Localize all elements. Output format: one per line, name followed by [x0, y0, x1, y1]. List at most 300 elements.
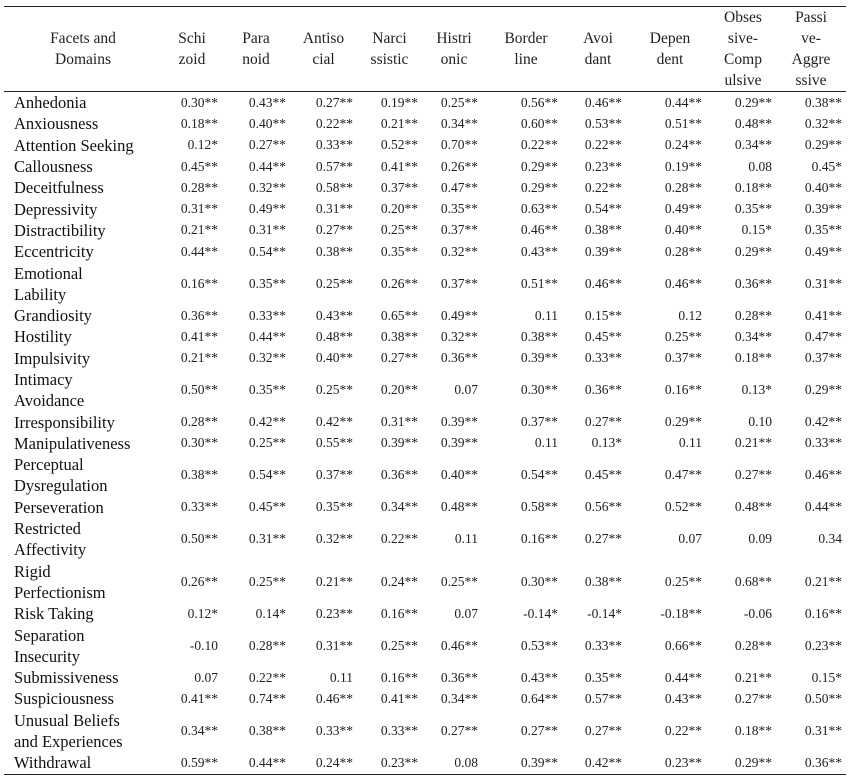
correlation-value: 0.25**: [315, 275, 353, 291]
correlation-value: 0.47**: [440, 179, 478, 195]
correlation-cell: [710, 561, 776, 604]
correlation-cell: [566, 348, 630, 369]
correlation-cell: [290, 177, 357, 198]
correlation-cell: [422, 518, 486, 561]
correlation-value: 0.11: [329, 669, 353, 685]
correlation-value: 0.21**: [734, 435, 772, 451]
facet-label: [4, 113, 162, 134]
facet-label-line: Avoidance: [14, 391, 85, 411]
correlation-value: 0.34**: [440, 115, 478, 131]
correlation-value: 0.07: [678, 531, 702, 547]
correlation-cell: [222, 262, 290, 305]
facet-label: [4, 156, 162, 177]
correlation-value: 0.27**: [380, 350, 418, 366]
correlation-cell: [776, 220, 846, 241]
correlation-cell: [776, 177, 846, 198]
correlation-cell: [710, 92, 776, 114]
correlation-cell: [162, 752, 222, 774]
correlation-value: 0.49**: [440, 307, 478, 323]
header-col-obsessivecompulsive-line: sive-: [727, 30, 759, 47]
table-row: [4, 135, 846, 156]
correlation-value: 0.29**: [804, 137, 842, 153]
correlation-value: 0.41**: [180, 690, 218, 706]
correlation-value: 0.07: [454, 382, 478, 398]
correlation-value: 0.32**: [440, 243, 478, 259]
correlation-value: 0.28**: [664, 179, 702, 195]
correlation-value: 0.22**: [315, 115, 353, 131]
correlation-value: 0.24**: [664, 137, 702, 153]
correlation-cell: [357, 220, 422, 241]
correlation-value: 0.28**: [664, 243, 702, 259]
correlation-cell: [222, 198, 290, 219]
correlation-cell: [290, 497, 357, 518]
correlation-cell: [710, 710, 776, 753]
correlation-cell: [162, 710, 222, 753]
header-col-narcissistic: [357, 7, 422, 92]
correlation-value: 0.07: [454, 605, 478, 621]
correlation-value: 0.20**: [380, 382, 418, 398]
correlation-value: 0.53**: [584, 115, 622, 131]
correlation-cell: [630, 92, 710, 114]
correlation-value: 0.36**: [734, 275, 772, 291]
correlation-cell: [162, 241, 222, 262]
correlation-value: 0.27**: [440, 722, 478, 738]
facet-label-line: and Experiences: [14, 731, 123, 751]
correlation-cell: [710, 348, 776, 369]
correlation-cell: [222, 752, 290, 774]
header-col-borderline-line: line: [514, 51, 538, 68]
correlation-cell: [566, 497, 630, 518]
correlation-cell: [566, 411, 630, 432]
correlation-value: 0.41**: [380, 690, 418, 706]
correlation-cell: [486, 369, 566, 412]
correlation-cell: [710, 603, 776, 624]
header-col-dependent-line: Depen: [649, 30, 691, 47]
correlation-cell: [630, 113, 710, 134]
correlation-value: 0.32**: [804, 115, 842, 131]
correlation-value: 0.29**: [734, 243, 772, 259]
correlation-value: 0.42**: [584, 754, 622, 770]
correlation-value: 0.42**: [315, 414, 353, 430]
correlation-value: 0.31**: [180, 201, 218, 217]
correlation-value: 0.63**: [520, 201, 558, 217]
correlation-value: 0.30**: [180, 94, 218, 110]
correlation-value: 0.57**: [315, 158, 353, 174]
correlation-value: 0.45*: [811, 158, 842, 174]
correlation-cell: [486, 198, 566, 219]
correlation-cell: [162, 561, 222, 604]
correlation-value: 0.16**: [380, 605, 418, 621]
correlation-value: 0.39**: [440, 435, 478, 451]
correlation-value: 0.50**: [804, 690, 842, 706]
correlation-cell: [162, 454, 222, 497]
header-facets-and-domains-line: Facets and: [50, 30, 116, 47]
facet-label: [4, 369, 162, 412]
table-row: [4, 156, 846, 177]
correlation-value: 0.21**: [315, 573, 353, 589]
table-header: [4, 7, 846, 92]
correlation-value: 0.34: [818, 531, 842, 547]
correlation-value: 0.08: [454, 754, 478, 770]
correlation-cell: [290, 92, 357, 114]
correlation-value: 0.37**: [664, 350, 702, 366]
correlation-cell: [710, 454, 776, 497]
correlation-value: 0.36**: [380, 467, 418, 483]
correlation-value: 0.22**: [380, 531, 418, 547]
correlation-value: 0.55**: [315, 435, 353, 451]
correlation-cell: [630, 348, 710, 369]
correlation-cell: [357, 348, 422, 369]
correlation-value: 0.29**: [734, 94, 772, 110]
correlation-value: 0.28**: [180, 414, 218, 430]
correlation-cell: [422, 305, 486, 326]
correlation-value: 0.34**: [180, 722, 218, 738]
table-row: [4, 220, 846, 241]
correlation-value: 0.28**: [248, 637, 286, 653]
correlation-cell: [222, 369, 290, 412]
correlation-value: 0.49**: [664, 201, 702, 217]
correlation-value: 0.29**: [804, 382, 842, 398]
correlation-cell: [222, 348, 290, 369]
correlation-cell: [710, 667, 776, 688]
facet-label: [4, 135, 162, 156]
correlation-value: 0.43**: [248, 94, 286, 110]
correlation-cell: [162, 92, 222, 114]
header-col-passiveaggressive-line: ssive: [795, 72, 827, 89]
correlation-cell: [776, 454, 846, 497]
correlation-value: -0.14*: [523, 605, 558, 621]
facet-label: [4, 710, 162, 753]
correlation-value: 0.37**: [520, 414, 558, 430]
correlation-value: 0.38**: [584, 222, 622, 238]
correlation-cell: [566, 369, 630, 412]
correlation-value: 0.39**: [520, 754, 558, 770]
correlation-value: 0.34**: [734, 137, 772, 153]
correlation-cell: [710, 518, 776, 561]
table-row: [4, 497, 846, 518]
correlation-value: 0.47**: [804, 328, 842, 344]
correlation-cell: [630, 135, 710, 156]
correlation-cell: [710, 752, 776, 774]
correlation-value: 0.27**: [734, 690, 772, 706]
correlation-value: 0.58**: [315, 179, 353, 195]
correlation-value: 0.23**: [664, 754, 702, 770]
correlation-cell: [710, 241, 776, 262]
correlation-value: 0.27**: [315, 94, 353, 110]
correlation-value: 0.38**: [248, 722, 286, 738]
correlation-value: 0.40**: [248, 115, 286, 131]
header-col-obsessivecompulsive: [710, 7, 776, 92]
correlation-cell: [357, 262, 422, 305]
correlation-value: 0.35**: [248, 382, 286, 398]
correlation-cell: [162, 433, 222, 454]
correlation-value: 0.19**: [664, 158, 702, 174]
correlation-value: 0.52**: [664, 499, 702, 515]
correlation-value: 0.45**: [248, 499, 286, 515]
header-facets-and-domains: [4, 7, 162, 92]
correlation-value: 0.46**: [520, 222, 558, 238]
correlation-cell: [422, 262, 486, 305]
correlation-cell: [162, 198, 222, 219]
facet-label: [4, 220, 162, 241]
correlation-cell: [290, 305, 357, 326]
correlation-cell: [357, 454, 422, 497]
correlation-cell: [422, 710, 486, 753]
facet-label: [4, 561, 162, 604]
correlation-value: 0.36**: [180, 307, 218, 323]
correlation-cell: [162, 667, 222, 688]
correlation-value: 0.59**: [180, 754, 218, 770]
header-col-paranoid: [222, 7, 290, 92]
correlation-value: 0.29**: [664, 414, 702, 430]
correlation-cell: [290, 688, 357, 709]
correlation-cell: [486, 305, 566, 326]
facet-label-line: Restricted: [14, 519, 81, 539]
correlation-value: 0.35**: [804, 222, 842, 238]
correlation-cell: [710, 326, 776, 347]
table-row: [4, 348, 846, 369]
correlation-value: 0.42**: [804, 414, 842, 430]
correlation-value: 0.25**: [664, 573, 702, 589]
correlation-value: 0.43**: [520, 669, 558, 685]
correlation-value: 0.18**: [180, 115, 218, 131]
correlation-cell: [630, 262, 710, 305]
correlation-value: 0.21**: [180, 222, 218, 238]
correlation-cell: [566, 710, 630, 753]
header-col-obsessivecompulsive-line: Obses: [724, 9, 762, 26]
correlation-cell: [422, 433, 486, 454]
correlation-value: 0.28**: [734, 637, 772, 653]
correlation-value: 0.39**: [804, 201, 842, 217]
correlation-value: 0.25**: [440, 94, 478, 110]
correlation-value: 0.45**: [584, 467, 622, 483]
facet-label-line: Grandiosity: [14, 306, 92, 326]
correlation-cell: [776, 326, 846, 347]
correlation-cell: [290, 518, 357, 561]
facet-label-line: Separation: [14, 625, 85, 645]
correlation-cell: [422, 135, 486, 156]
correlation-cell: [222, 411, 290, 432]
correlation-value: 0.41**: [180, 328, 218, 344]
correlation-value: 0.44**: [248, 754, 286, 770]
facet-label: [4, 603, 162, 624]
correlation-value: 0.46**: [584, 94, 622, 110]
correlation-value: 0.44**: [804, 499, 842, 515]
correlation-value: 0.31**: [248, 222, 286, 238]
correlation-value: 0.33**: [248, 307, 286, 323]
table-row: [4, 561, 846, 604]
correlation-cell: [566, 113, 630, 134]
correlation-cell: [630, 220, 710, 241]
correlation-value: 0.48**: [440, 499, 478, 515]
correlation-value: 0.34**: [734, 328, 772, 344]
correlation-value: 0.33**: [584, 350, 622, 366]
facet-label-line: Hostility: [14, 327, 72, 347]
correlation-cell: [422, 92, 486, 114]
correlation-value: 0.13*: [741, 382, 772, 398]
correlation-value: 0.26**: [180, 573, 218, 589]
correlation-value: 0.32**: [440, 328, 478, 344]
table-row: [4, 752, 846, 774]
table-row: [4, 113, 846, 134]
correlation-cell: [486, 411, 566, 432]
correlation-cell: [630, 454, 710, 497]
correlation-cell: [486, 454, 566, 497]
correlation-cell: [162, 113, 222, 134]
table-row: [4, 411, 846, 432]
correlation-cell: [776, 92, 846, 114]
correlation-value: 0.29**: [520, 179, 558, 195]
correlation-cell: [630, 603, 710, 624]
correlation-value: 0.31**: [804, 722, 842, 738]
correlation-cell: [630, 369, 710, 412]
correlation-value: 0.37**: [440, 222, 478, 238]
correlation-cell: [486, 710, 566, 753]
correlation-cell: [630, 667, 710, 688]
correlation-cell: [630, 433, 710, 454]
correlation-value: -0.10: [189, 637, 218, 653]
correlation-cell: [486, 497, 566, 518]
correlation-cell: [486, 262, 566, 305]
facet-label-line: Lability: [14, 284, 67, 304]
correlation-cell: [566, 326, 630, 347]
correlation-value: 0.39**: [380, 435, 418, 451]
correlation-value: 0.51**: [520, 275, 558, 291]
facet-label-line: Impulsivity: [14, 348, 91, 368]
table-row: [4, 667, 846, 688]
header-col-avoidant: [566, 7, 630, 92]
correlation-value: 0.25**: [248, 435, 286, 451]
facet-label: [4, 454, 162, 497]
facet-label-line: Distractibility: [14, 220, 106, 240]
correlation-cell: [776, 198, 846, 219]
correlation-value: 0.38**: [804, 94, 842, 110]
header-col-paranoid-line: noid: [242, 51, 270, 68]
correlation-value: 0.25**: [248, 573, 286, 589]
correlation-value: 0.26**: [440, 158, 478, 174]
facet-label-line: Risk Taking: [14, 604, 94, 624]
correlation-cell: [776, 497, 846, 518]
correlation-value: 0.36**: [440, 350, 478, 366]
correlation-value: 0.23**: [804, 637, 842, 653]
header-col-narcissistic-line: ssistic: [370, 51, 409, 68]
correlation-value: 0.51**: [664, 115, 702, 131]
correlation-value: 0.23**: [315, 605, 353, 621]
facet-label-line: Intimacy: [14, 370, 73, 390]
correlation-value: 0.56**: [584, 499, 622, 515]
correlation-value: 0.10: [748, 414, 772, 430]
correlation-value: 0.50**: [180, 531, 218, 547]
correlation-value: 0.44**: [248, 328, 286, 344]
correlation-cell: [776, 710, 846, 753]
correlation-cell: [630, 177, 710, 198]
table-row: [4, 198, 846, 219]
correlation-value: 0.48**: [315, 328, 353, 344]
correlation-value: 0.18**: [734, 350, 772, 366]
correlation-cell: [357, 497, 422, 518]
facet-label: [4, 752, 162, 774]
correlation-cell: [222, 710, 290, 753]
correlation-cell: [776, 305, 846, 326]
correlation-value: 0.48**: [734, 115, 772, 131]
correlation-value: 0.68**: [734, 573, 772, 589]
correlation-value: 0.25**: [315, 382, 353, 398]
correlation-value: 0.39**: [520, 350, 558, 366]
correlation-value: 0.40**: [804, 179, 842, 195]
correlation-cell: [566, 518, 630, 561]
table-row: [4, 369, 846, 412]
header-col-antisocial: [290, 7, 357, 92]
correlation-value: 0.27**: [315, 222, 353, 238]
correlation-cell: [630, 624, 710, 667]
header-facets-and-domains-line: Domains: [55, 51, 111, 68]
correlation-cell: [422, 752, 486, 774]
correlation-cell: [566, 135, 630, 156]
correlation-cell: [290, 262, 357, 305]
correlation-value: 0.14*: [255, 605, 286, 621]
correlation-cell: [486, 624, 566, 667]
correlation-value: 0.18**: [734, 179, 772, 195]
correlation-value: 0.31**: [804, 275, 842, 291]
facet-label: [4, 348, 162, 369]
correlation-value: 0.41**: [380, 158, 418, 174]
header-col-dependent-line: dent: [656, 51, 684, 68]
facet-label-line: Submissiveness: [14, 668, 119, 688]
correlation-cell: [222, 518, 290, 561]
correlation-value: 0.40**: [315, 350, 353, 366]
table-row: [4, 262, 846, 305]
correlation-cell: [357, 518, 422, 561]
correlation-cell: [290, 198, 357, 219]
correlation-cell: [710, 624, 776, 667]
correlation-value: 0.23**: [380, 754, 418, 770]
correlation-value: 0.34**: [380, 499, 418, 515]
correlation-value: 0.32**: [315, 531, 353, 547]
correlation-value: 0.49**: [804, 243, 842, 259]
correlation-cell: [290, 369, 357, 412]
correlation-cell: [222, 92, 290, 114]
correlation-value: 0.15*: [741, 222, 772, 238]
facet-label: [4, 198, 162, 219]
correlation-cell: [357, 561, 422, 604]
correlation-value: 0.18**: [734, 722, 772, 738]
facet-label-line: Manipulativeness: [14, 433, 131, 453]
correlation-cell: [222, 241, 290, 262]
correlation-cell: [357, 241, 422, 262]
correlation-value: 0.60**: [520, 115, 558, 131]
correlation-value: 0.36**: [584, 382, 622, 398]
correlation-value: 0.40**: [664, 222, 702, 238]
table-row: [4, 92, 846, 114]
correlation-cell: [776, 348, 846, 369]
correlation-cell: [290, 411, 357, 432]
correlation-cell: [357, 369, 422, 412]
correlation-value: 0.28**: [734, 307, 772, 323]
facet-label-line: Perceptual: [14, 455, 84, 475]
facet-label-line: Perseveration: [14, 497, 104, 517]
header-col-paranoid-line: Para: [242, 30, 270, 47]
correlation-value: 0.31**: [380, 414, 418, 430]
correlation-value: 0.37**: [804, 350, 842, 366]
correlation-cell: [357, 710, 422, 753]
correlation-value: 0.35**: [734, 201, 772, 217]
correlation-cell: [357, 305, 422, 326]
correlation-value: 0.38**: [584, 573, 622, 589]
correlation-value: 0.46**: [440, 637, 478, 653]
correlation-cell: [222, 624, 290, 667]
correlation-value: 0.39**: [440, 414, 478, 430]
correlation-cell: [566, 92, 630, 114]
